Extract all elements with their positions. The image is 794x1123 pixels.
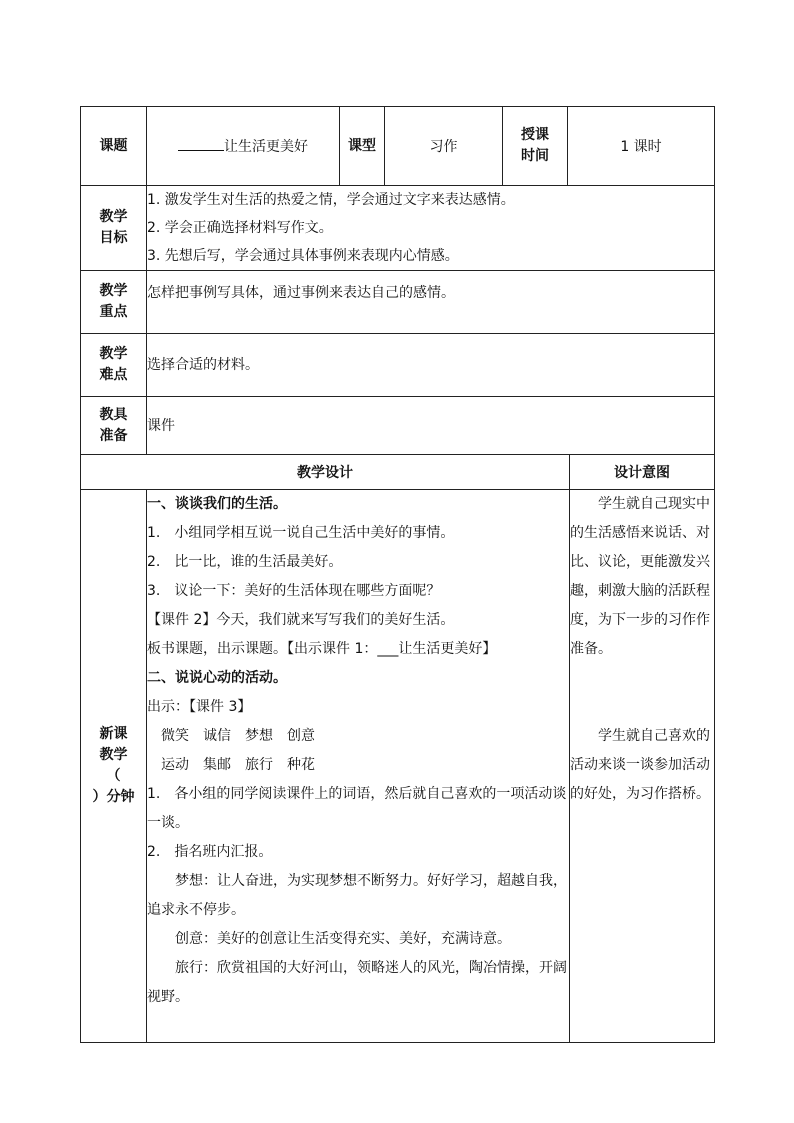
section1-line5: 板书课题，出示课题。【出示课件 1：___让生活更美好】 — [147, 641, 497, 657]
intent-spacer — [570, 664, 714, 722]
section1-item: 2. 比一比，谁的生活最美好。 — [147, 554, 343, 570]
focus-label — [81, 271, 147, 334]
topic-text: 让生活更美好 — [224, 139, 308, 155]
side-line1: 新课 — [99, 726, 128, 742]
topic-value — [147, 107, 340, 186]
design-head-left: 教学设计 — [81, 455, 570, 490]
section1-item: 1. 小组同学相互说一说自己生活中美好的事情。 — [147, 525, 455, 541]
design-body-row — [81, 490, 715, 1043]
goal-item: 3. 先想后写，学会通过具体事例来表现内心情感。 — [147, 248, 459, 264]
design-head-right: 设计意图 — [570, 455, 715, 490]
tools-label — [81, 397, 147, 455]
side-line3: （ — [106, 768, 121, 784]
tools-label-line2: 准备 — [99, 427, 128, 444]
goals-row — [81, 186, 715, 271]
header-row — [81, 107, 715, 186]
focus-row — [81, 271, 715, 334]
section2-dream: 梦想：让人奋进，为实现梦想不断努力。好好学习，超越自我，追求永不停步。 — [147, 873, 567, 918]
goal-item: 1. 激发学生对生活的热爱之情，学会通过文字来表达感情。 — [147, 192, 515, 208]
goal-item: 2. 学会正确选择材料写作文。 — [147, 220, 333, 236]
type-label: 课型 — [340, 107, 385, 186]
section1-title: 一、谈谈我们的生活。 — [147, 496, 287, 512]
section1-line4: 【课件 2】今天，我们就来写写我们的美好生活。 — [147, 612, 455, 628]
tools-content: 课件 — [147, 397, 715, 455]
focus-label-line1: 教学 — [99, 283, 128, 299]
section2-title: 二、说说心动的活动。 — [147, 670, 287, 686]
section2-idea: 创意：美好的创意让生活变得充实、美好，充满诗意。 — [175, 931, 511, 947]
design-intent — [570, 490, 715, 1043]
goals-label — [81, 186, 147, 271]
goals-label-line1: 教学 — [99, 209, 128, 225]
section2-words-1: 微笑 诚信 梦想 创意 — [161, 728, 315, 744]
difficulty-label — [81, 334, 147, 397]
section2-travel: 旅行：欣赏祖国的大好河山，领略迷人的风光，陶冶情操，开阔视野。 — [147, 960, 567, 1005]
section2-words-2: 运动 集邮 旅行 种花 — [161, 757, 315, 773]
design-content — [147, 490, 570, 1043]
design-side-label — [81, 490, 147, 1043]
time-value: 1 课时 — [568, 107, 715, 186]
time-label — [503, 107, 568, 186]
difficulty-label-line1: 教学 — [99, 346, 128, 362]
side-line2: 教学 — [99, 747, 128, 763]
topic-label: 课题 — [81, 107, 147, 186]
goals-label-line2: 目标 — [99, 230, 128, 246]
intent-paragraph-1: 学生就自己现实中的生活感悟来说话、对比、议论，更能激发兴趣，刺激大脑的活跃程度，为下一步的习作作准备。 — [570, 496, 710, 657]
section2-item2: 2. 指名班内汇报。 — [147, 844, 273, 860]
lesson-plan-table — [80, 106, 715, 1043]
tools-row — [81, 397, 715, 455]
design-head-row — [81, 455, 715, 490]
section2-show: 出示：【课件 3】 — [147, 699, 252, 715]
side-line4: ）分钟 — [92, 789, 135, 805]
difficulty-label-line2: 难点 — [99, 367, 128, 383]
time-label-line1: 授课 — [521, 127, 549, 143]
goals-content — [147, 186, 715, 271]
topic-blank — [178, 138, 224, 151]
intent-paragraph-2: 学生就自己喜欢的活动来谈一谈参加活动的好处，为习作搭桥。 — [570, 728, 710, 802]
section1-item: 3. 议论一下：美好的生活体现在哪些方面呢？ — [147, 583, 441, 599]
focus-label-line2: 重点 — [99, 304, 128, 320]
difficulty-row — [81, 334, 715, 397]
time-label-line2: 时间 — [521, 148, 549, 164]
focus-content: 怎样把事例写具体，通过事例来表达自己的感情。 — [147, 271, 715, 334]
tools-label-line1: 教具 — [99, 406, 128, 423]
section2-item1: 1. 各小组的同学阅读课件上的词语，然后就自己喜欢的一项活动谈一谈。 — [147, 786, 567, 831]
difficulty-content: 选择合适的材料。 — [147, 334, 715, 397]
type-value: 习作 — [385, 107, 503, 186]
